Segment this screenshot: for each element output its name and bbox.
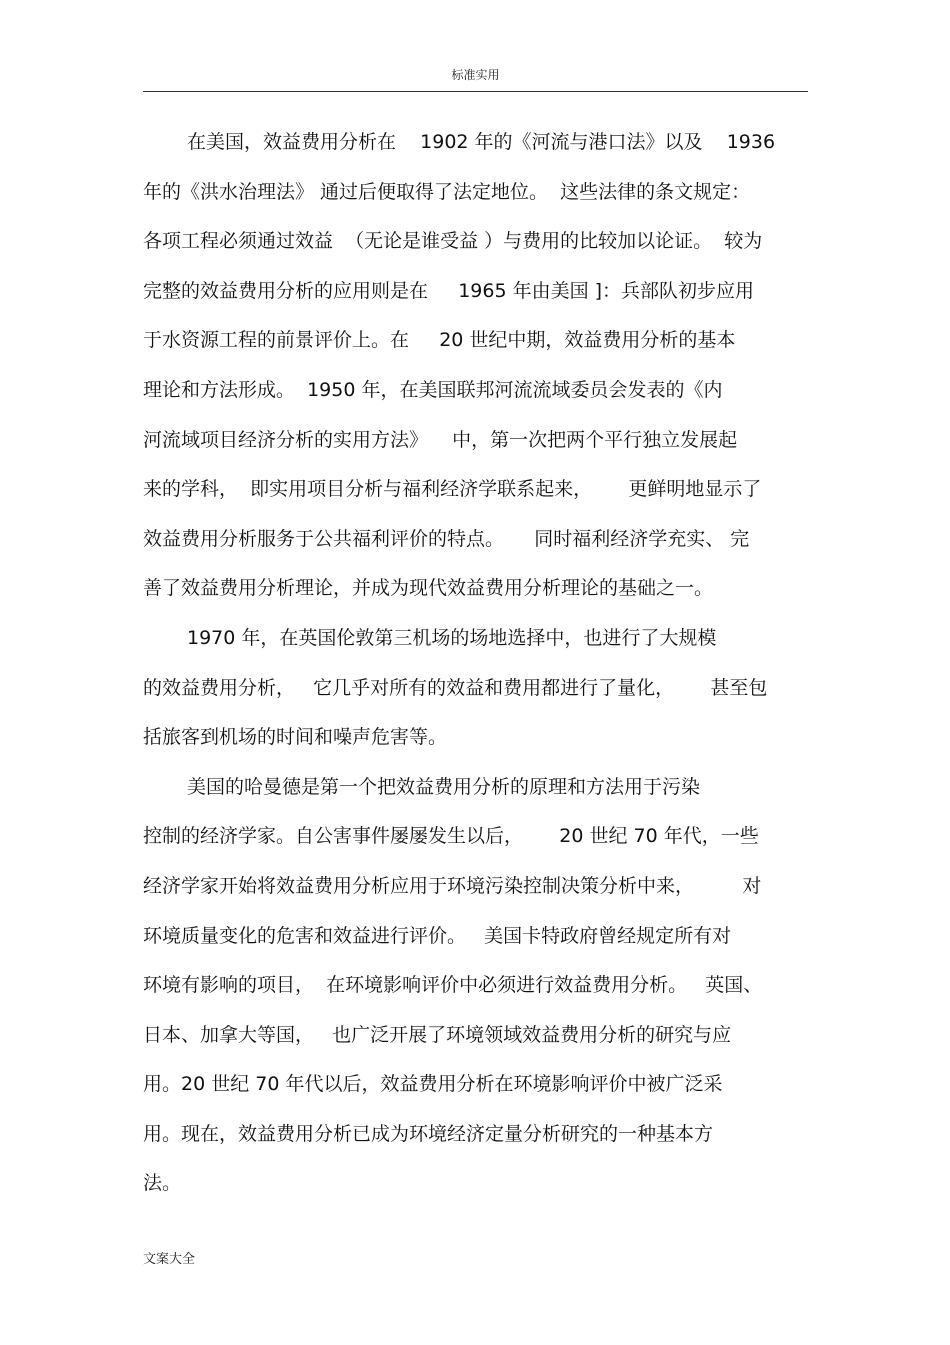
page-header: 标准实用	[451, 68, 500, 82]
page-footer: 文案大全	[143, 1252, 196, 1267]
text-line: 美国的哈曼德是第一个把效益费用分析的原理和方法用于污染	[187, 775, 701, 798]
document-body	[143, 118, 823, 1209]
text-line: 控制的经济学家。自公害事件屡屡发生以后， 20 世纪 70 年代，一些	[143, 825, 759, 848]
text-line: 法。	[143, 1172, 182, 1195]
text-line: 在美国，效益费用分析在 1902 年的《河流与港口法》以及 1936	[187, 131, 776, 153]
text-line: 用。现在，效益费用分析已成为环境经济定量分析研究的一种基本方	[143, 1122, 714, 1145]
text-line: 1970 年，在英国伦敦第三机场的场地选择中，也进行了大规模	[187, 626, 717, 649]
text-line: 用。20 世纪 70 年代以后，效益费用分析在环境影响评价中被广泛采	[143, 1073, 723, 1096]
text-line: 完整的效益费用分析的应用则是在 1965 年由美国 ]：兵部队初步应用	[143, 279, 755, 302]
header-divider	[143, 91, 808, 92]
text-line: 效益费用分析服务于公共福利评价的特点。 同时福利经济学充实、 完	[143, 527, 750, 550]
text-line: 的效益费用分析， 它几乎对所有的效益和费用都进行了量化， 甚至包	[143, 676, 768, 699]
text-line: 日本、加拿大等国， 也广泛开展了环境领域效益费用分析的研究与应	[143, 1023, 732, 1046]
text-line: 于水资源工程的前景评价上。在 20 世纪中期，效益费用分析的基本	[143, 329, 736, 352]
text-line: 各项工程必须通过效益 （无论是谁受益 ）与费用的比较加以论证。 较为	[143, 230, 763, 253]
text-line: 善了效益费用分析理论，并成为现代效益费用分析理论的基础之一。	[143, 577, 714, 600]
text-line: 经济学家开始将效益费用分析应用于环境污染控制决策分析中来， 对	[143, 874, 762, 897]
text-line: 来的学科， 即实用项目分析与福利经济学联系起来， 更鲜明地显示了	[143, 478, 762, 501]
text-line: 河流域项目经济分析的实用方法》 中，第一次把两个平行独立发展起	[143, 428, 738, 451]
text-line: 环境质量变化的危害和效益进行评价。 美国卡特政府曾经规定所有对	[143, 924, 732, 947]
text-line: 理论和方法形成。 1950 年，在美国联邦河流流域委员会发表的《内	[143, 378, 723, 401]
text-line: 年的《洪水治理法》 通过后便取得了法定地位。 这些法律的条文规定：	[143, 180, 751, 203]
text-line: 环境有影响的项目， 在环境影响评价中必须进行效益费用分析。 英国、	[143, 974, 763, 997]
text-line: 括旅客到机场的时间和噪声危害等。	[143, 726, 448, 749]
